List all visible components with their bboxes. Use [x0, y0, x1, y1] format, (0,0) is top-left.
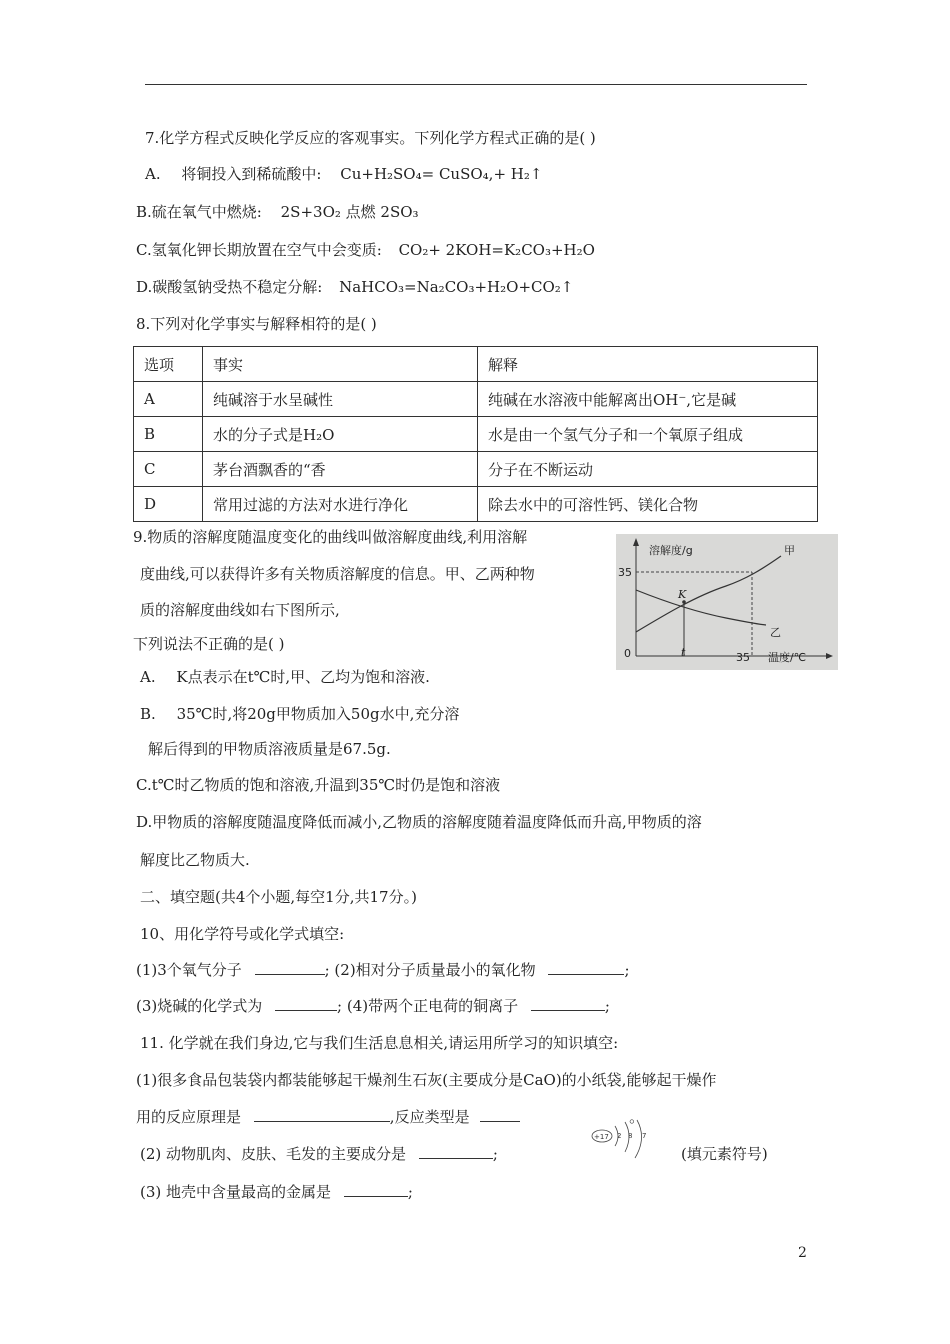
q11-part-3 [140, 1182, 413, 1202]
q9-a-text: K点表示在t℃时,甲、乙均为饱和溶液. [176, 668, 430, 686]
x-tick-t: t [681, 646, 686, 659]
q7-option-b [136, 202, 419, 222]
y-axis-arrow [633, 538, 639, 546]
q10-part-2: (2)相对分子质量最小的氧化物 [334, 961, 536, 979]
q11-p3-text: (3) 地壳中含量最高的金属是 [140, 1183, 332, 1201]
table-cell: 分子在不断运动 [478, 452, 818, 487]
shell-arc [635, 1120, 642, 1158]
q10-line-2 [136, 996, 610, 1016]
q7-b-equation: 2S+3O₂ 点燃 2SO₃ [280, 203, 419, 221]
q7-b-text: B.硫在氧气中燃烧: [136, 203, 262, 221]
table-cell: 除去水中的可溶性钙、镁化合物 [478, 487, 818, 522]
q10-stem: 10、用化学符号或化学式填空: [140, 925, 345, 943]
answer-blank[interactable] [480, 1107, 520, 1122]
header-rule [145, 84, 807, 85]
series-jia-curve [636, 556, 781, 632]
q9-line-3: 质的溶解度曲线如右下图所示, [140, 601, 340, 619]
q11-part-2-note: (填元素符号) [681, 1145, 768, 1163]
table-cell: A [134, 382, 203, 417]
q10-part-3: (3)烧碱的化学式为 [136, 997, 263, 1015]
answer-blank[interactable] [275, 996, 337, 1011]
table-cell: 茅台酒飘香的“香 [203, 452, 478, 487]
q9-option-d: D.甲物质的溶解度随温度降低而减小,乙物质的溶解度随着温度降低而升高,甲物质的溶 [136, 813, 702, 831]
y-tick-35: 35 [618, 566, 632, 579]
solubility-chart-svg [616, 534, 838, 670]
q10-line-1 [136, 960, 630, 980]
header-cell: 解释 [478, 347, 818, 382]
table-row [134, 487, 818, 522]
separator: ; [337, 997, 343, 1015]
answer-blank[interactable] [531, 996, 605, 1011]
separator: ; [624, 961, 630, 979]
q11-part-1: (1)很多食品包装袋内都装能够起干燥剂生石灰(主要成分是CaO)的小纸袋,能够起干燥作 [136, 1071, 717, 1089]
separator: ; [604, 997, 610, 1015]
q9-line-4: 下列说法不正确的是( ) [133, 635, 285, 653]
x-tick-35: 35 [736, 651, 750, 664]
section-2-heading: 二、填空题(共4个小题,每空1分,共17分。) [140, 888, 417, 906]
q11-p2-text: (2) 动物肌肉、皮肤、毛发的主要成分是 [140, 1145, 407, 1163]
table-cell: 水是由一个氢气分子和一个氧原子组成 [478, 417, 818, 452]
separator: ; [324, 961, 330, 979]
q11-p1-text2: ,反应类型是 [389, 1108, 470, 1126]
answer-blank[interactable] [548, 960, 624, 975]
y-axis-label: 溶解度/g [649, 544, 693, 557]
table-row [134, 382, 818, 417]
table-cell: 纯碱在水溶液中能解离出OH⁻,它是碱 [478, 382, 818, 417]
x-axis-arrow [826, 653, 833, 659]
q7-c-equation: CO₂+ 2KOH=K₂CO₃+H₂O [398, 241, 595, 259]
separator: ; [492, 1145, 498, 1163]
q7-a-equation: Cu+H₂SO₄= CuSO₄,+ H₂↑ [340, 165, 543, 183]
answer-blank[interactable] [419, 1144, 493, 1159]
table-cell: B [134, 417, 203, 452]
table-cell: D [134, 487, 203, 522]
q11-p1-end: 。 [629, 1108, 645, 1126]
series-jia-label: 甲 [784, 544, 795, 557]
page-number: 2 [798, 1245, 807, 1261]
shell-electrons: 2 [617, 1132, 622, 1140]
origin-label: 0 [624, 647, 631, 660]
q9-b-label: B. [140, 705, 156, 723]
q10-part-1: (1)3个氧气分子 [136, 961, 242, 979]
table-cell: 水的分子式是H₂O [203, 417, 478, 452]
q9-option-c: C.t℃时乙物质的饱和溶液,升温到35℃时仍是饱和溶液 [136, 776, 501, 794]
q9-option-b-cont: 解后得到的甲物质溶液质量是67.5g. [148, 740, 391, 758]
q7-a-text: 将铜投入到稀硫酸中: [181, 165, 322, 183]
table-cell: 纯碱溶于水呈碱性 [203, 382, 478, 417]
header-cell: 选项 [134, 347, 203, 382]
q11-p1-text: 用的反应原理是 [136, 1108, 242, 1126]
q9-a-label: A. [140, 668, 156, 686]
table-header-row [134, 347, 818, 382]
atom-structure-diagram [590, 1118, 670, 1168]
nucleus-charge: +17 [594, 1133, 609, 1141]
solubility-chart [616, 534, 838, 670]
shell-electrons: 8 [628, 1132, 633, 1140]
q9-line-2: 度曲线,可以获得许多有关物质溶解度的信息。甲、乙两种物 [140, 565, 535, 583]
q7-c-text: C.氢氧化钾长期放置在空气中会变质: [136, 241, 382, 259]
answer-blank[interactable] [255, 960, 325, 975]
series-yi-label: 乙 [770, 626, 781, 639]
q8-stem: 8.下列对化学事实与解释相符的是( ) [136, 315, 377, 333]
answer-blank[interactable] [344, 1182, 408, 1197]
atom-structure-svg [590, 1118, 670, 1168]
q7-option-c [136, 240, 595, 260]
x-axis-label: 温度/℃ [768, 651, 807, 664]
separator: ; [407, 1183, 413, 1201]
q8-table [133, 346, 818, 522]
q9-option-a [140, 667, 430, 687]
header-cell: 事实 [203, 347, 478, 382]
point-k-label: K [678, 588, 687, 601]
shell-electrons: 7 [642, 1132, 647, 1140]
q11-part-1-cont [136, 1107, 644, 1127]
q9-option-d-cont: 解度比乙物质大. [140, 851, 250, 869]
q7-option-a [145, 164, 542, 184]
q11-part-2 [140, 1144, 498, 1164]
table-cell: 常用过滤的方法对水进行净化 [203, 487, 478, 522]
table-row [134, 417, 818, 452]
q7-stem: 7.化学方程式反映化学反应的客观事实。下列化学方程式正确的是( ) [145, 129, 596, 147]
q7-option-d [136, 277, 573, 297]
q7-d-text: D.碳酸氢钠受热不稳定分解: [136, 278, 323, 296]
q7-a-label: A. [145, 165, 161, 183]
q9-option-b [140, 704, 459, 724]
q9-b-text: 35℃时,将20g甲物质加入50g水中,充分溶 [176, 705, 460, 723]
q10-part-4: (4)带两个正电荷的铜离子 [346, 997, 519, 1015]
q9-line-1: 9.物质的溶解度随温度变化的曲线叫做溶解度曲线,利用溶解 [133, 528, 528, 546]
q7-d-equation: NaHCO₃=Na₂CO₃+H₂O+CO₂↑ [339, 278, 574, 296]
answer-blank[interactable] [254, 1107, 390, 1122]
q11-stem: 11. 化学就在我们身边,它与我们生活息息相关,请运用所学习的知识填空: [140, 1034, 619, 1052]
table-row [134, 452, 818, 487]
table-cell: C [134, 452, 203, 487]
